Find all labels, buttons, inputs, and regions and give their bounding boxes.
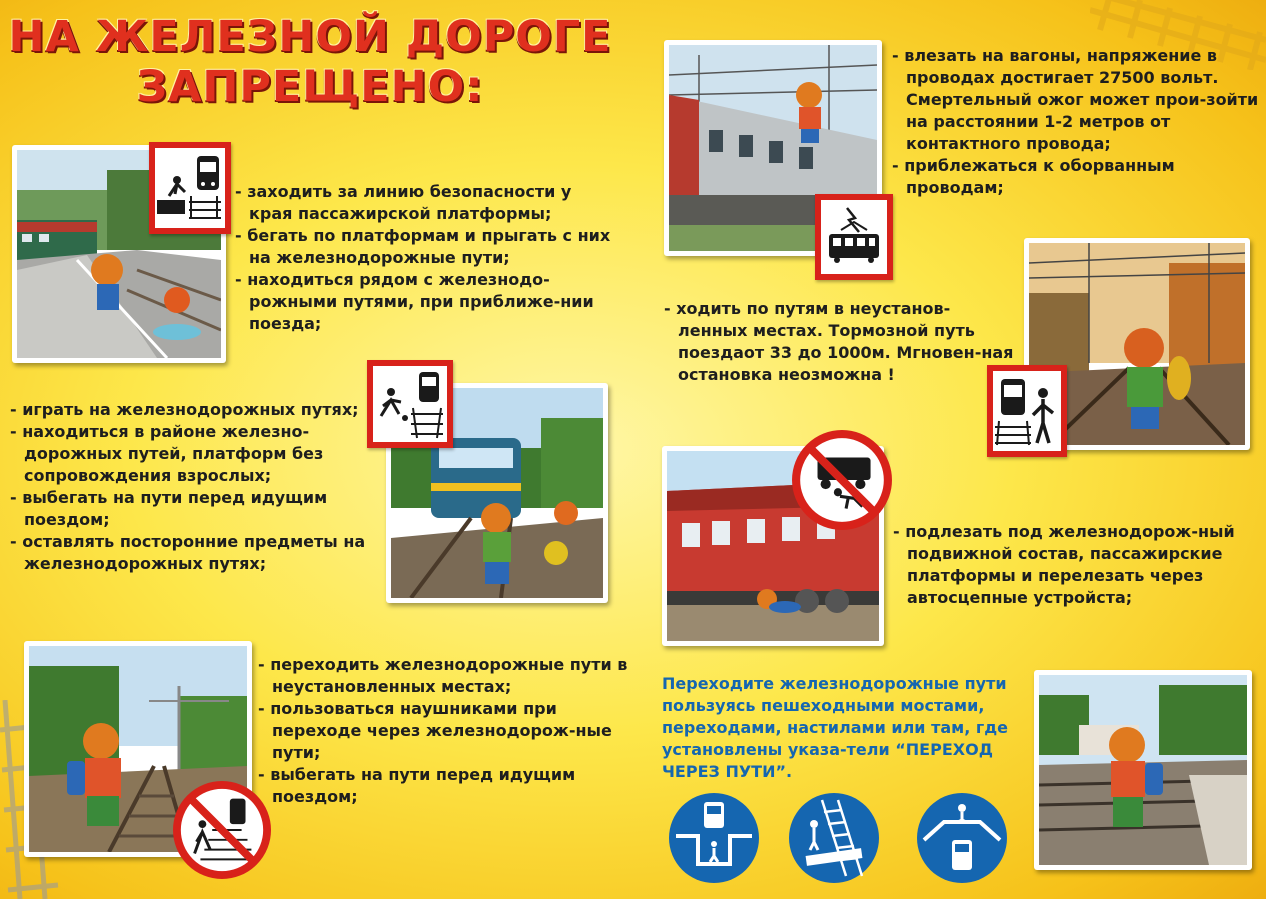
rules-list-platform — [235, 181, 615, 335]
track-crossing-sign-icon — [788, 792, 880, 884]
rule-item: - пользоваться наушниками при переходе через железнодорож-ные пути; — [258, 699, 612, 762]
rules-list-wagons — [892, 45, 1264, 199]
page-title-line2: ЗАПРЕЩЕНО: — [136, 62, 484, 112]
crossing-advice-text: Переходите железнодорожные пути пользуясь пешеходными мостами, переходами, настилами или там, где установлены указа-тели “ПЕРЕХОД ЧЕРЕЗ ПУТИ”. — [662, 674, 1009, 781]
rules-list-walking — [664, 298, 1018, 386]
rules-list-under-train — [893, 521, 1253, 609]
photo-boy-at-crossing — [1034, 670, 1252, 870]
pedestrian-crossing-prohibited-icon — [173, 781, 271, 879]
footbridge-crossing-sign-icon — [916, 792, 1008, 884]
rule-item: - ходить по путям в неустанов-ленных местах. Тормозной путь поездаот 33 до 1000м. Мгновен-ная остановка неозможна ! — [664, 299, 1014, 384]
platform-edge-warning-sign-icon — [149, 142, 231, 234]
rule-item: - влезать на вагоны, напряжение в проводах достигает 27500 вольт. Смертельный ожог может прои-зойти на расстоянии 1-2 метров от контактного провода; — [892, 46, 1259, 153]
playing-on-tracks-sign-icon — [367, 360, 453, 448]
rules-list-crossing — [258, 654, 628, 808]
page-title-line1: НА ЖЕЛЕЗНОЙ ДОРОГЕ — [8, 12, 612, 62]
rule-item: - находиться в районе железно-дорожных путей, платформ без сопровождения взрослых; — [10, 422, 324, 485]
underground-crossing-sign-icon — [668, 792, 760, 884]
rule-item: - заходить за линию безопасности у края пассажирской платформы; — [235, 182, 572, 223]
rule-item: - находиться рядом с железнодо-рожными путями, при приближе-нии поезда; — [235, 270, 594, 333]
rule-item: - бегать по платформам и прыгать с них на железнодорожные пути; — [235, 226, 611, 267]
electric-train-warning-sign-icon — [815, 194, 893, 280]
rule-item: - переходить железнодорожные пути в неустановленных местах; — [258, 655, 628, 696]
rules-list-playing — [10, 399, 385, 575]
rule-item: - приблежаться к оборванным проводам; — [892, 156, 1175, 197]
crawling-under-train-prohibited-icon — [791, 429, 893, 531]
rule-item: - играть на железнодорожных путях; — [10, 400, 359, 419]
rule-item: - выбегать на пути перед идущим поездом; — [258, 765, 576, 806]
rule-item: - выбегать на пути перед идущим поездом; — [10, 488, 328, 529]
rule-item: - оставлять посторонние предметы на железнодорожных путях; — [10, 532, 366, 573]
rule-item: - подлезать под железнодорож-ный подвижной состав, пассажирские платформы и перелезать через автосцепные устройста; — [893, 522, 1235, 607]
